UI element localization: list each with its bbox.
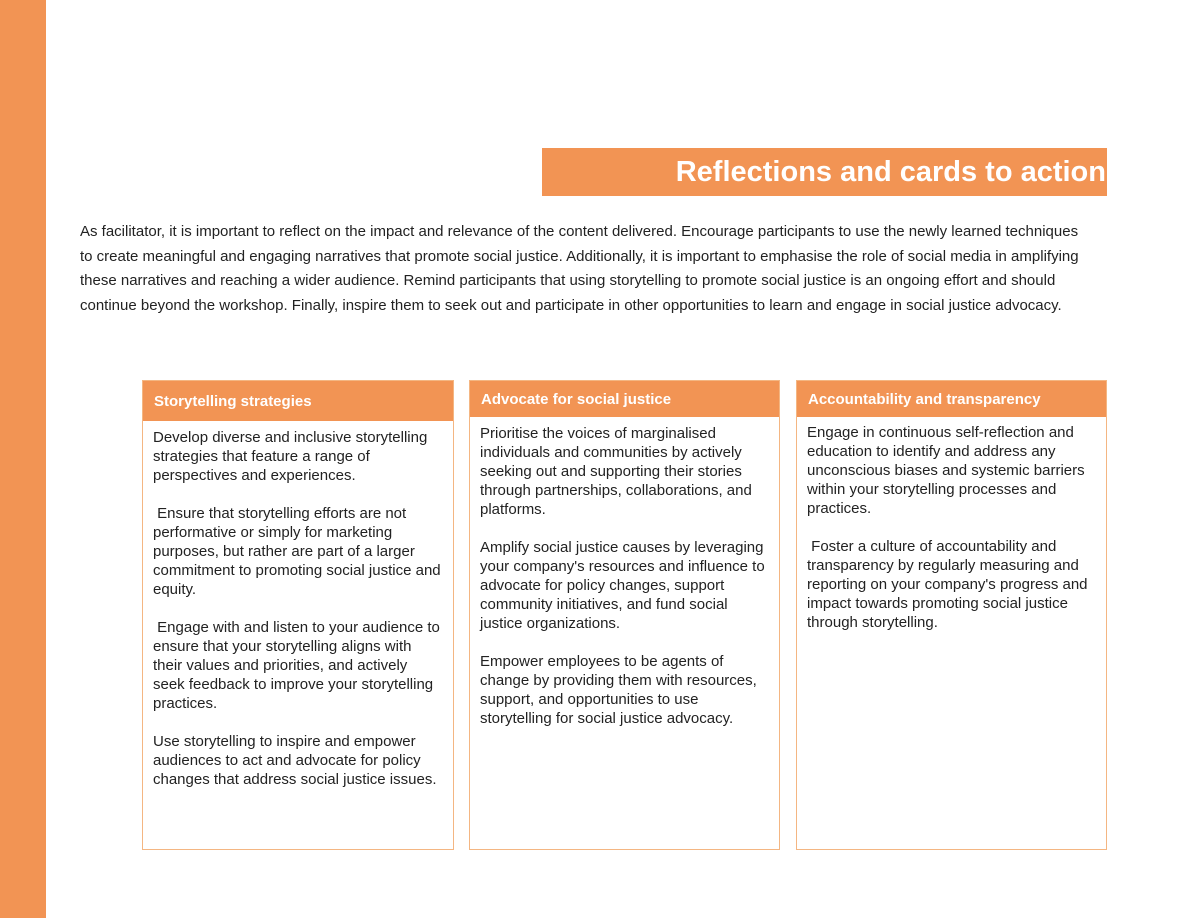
card-header: Advocate for social justice	[470, 381, 779, 417]
page-title: Reflections and cards to action	[542, 148, 1107, 196]
card-paragraph: Engage in continuous self-reflection and education to identify and address any unconscious biases and systemic barriers within your storytelling processes and practices.	[807, 424, 1085, 517]
card-paragraph: Foster a culture of accountability and transparency by regularly measuring and reporting on your company's progress and impact towards promoting social justice through storytelling.	[807, 538, 1092, 631]
card-storytelling-strategies	[142, 380, 454, 850]
card-paragraph: Develop diverse and inclusive storytelling strategies that feature a range of perspectives and experiences.	[153, 429, 428, 484]
card-paragraph: Amplify social justice causes by leveraging your company's resources and influence to advocate for policy changes, support community initiatives, and fund social justice organizations.	[480, 539, 765, 632]
card-accountability-and-transparency	[796, 380, 1107, 850]
card-body	[470, 417, 779, 728]
card-paragraph: Prioritise the voices of marginalised individuals and communities by actively seeking out and supporting their stories through partnerships, collaborations, and platforms.	[480, 425, 752, 518]
card-body	[143, 421, 453, 789]
card-header: Accountability and transparency	[797, 381, 1106, 417]
card-advocate-for-social-justice	[469, 380, 780, 850]
card-paragraph: Empower employees to be agents of change by providing them with resources, support, and opportunities to use storytelling for social justice advocacy.	[480, 653, 757, 727]
side-accent-bar	[0, 0, 46, 918]
card-paragraph: Engage with and listen to your audience to ensure that your storytelling aligns with their values and priorities, and actively seek feedback to improve your storytelling practices.	[153, 619, 445, 712]
card-body	[797, 417, 1106, 632]
card-paragraph: Ensure that storytelling efforts are not performative or simply for marketing purposes, but rather are part of a larger commitment to promoting social justice and equity.	[153, 505, 445, 598]
card-paragraph: Use storytelling to inspire and empower audiences to act and advocate for policy changes that address social justice issues.	[153, 733, 437, 788]
card-header: Storytelling strategies	[143, 381, 453, 421]
intro-paragraph: As facilitator, it is important to reflect on the impact and relevance of the content delivered. Encourage participants to use the newly learned techniques to create meaningful and engaging narratives that promote social justice. Additionally, it is important to emphasise the role of social media in amplifying these narratives and reaching a wider audience. Remind participants that using storytelling to promote social justice is an ongoing effort and should continue beyond the workshop. Finally, inspire them to seek out and participate in other opportunities to learn and engage in social justice advocacy.	[80, 223, 1079, 314]
